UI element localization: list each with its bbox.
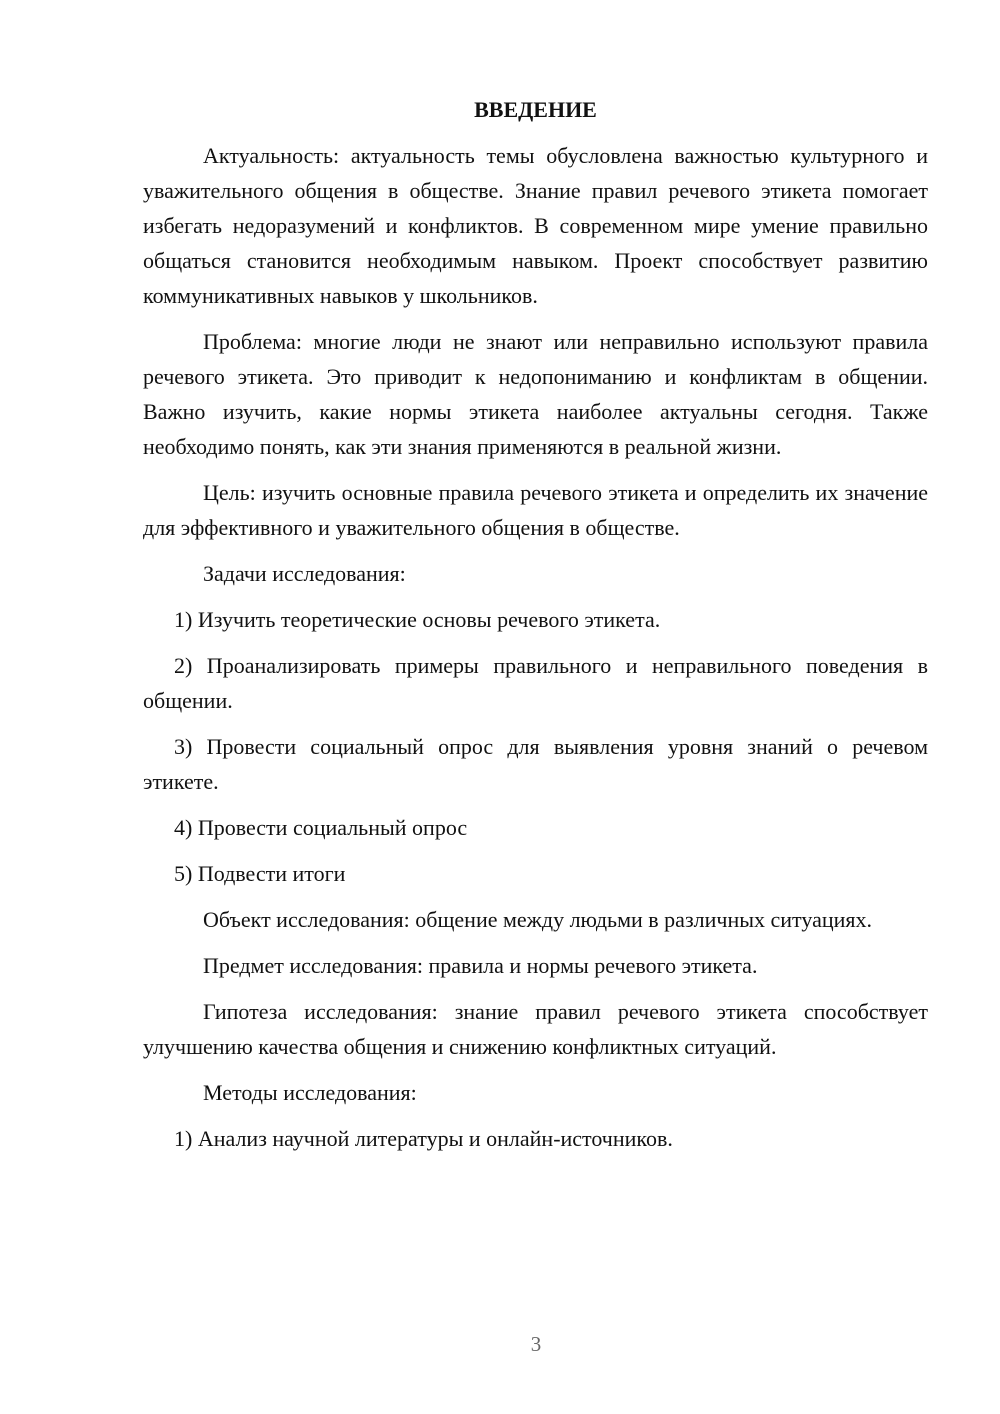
problem-paragraph: Проблема: многие люди не знают или неправильно используют правила речевого этикета. Это приводит к недопониманию и конфликтам в общении. Важно изучить, какие нормы этикета наиболее актуальны сегодня. Также необходимо понять, как эти знания применяются в реальной жизни. <box>143 329 928 459</box>
method-item: 1) Анализ научной литературы и онлайн-источников. <box>174 1126 673 1151</box>
task-item: 2) Проанализировать примеры правильного и неправильного поведения в общении. <box>143 653 928 713</box>
task-item: 5) Подвести итоги <box>174 861 346 886</box>
methods-heading: Методы исследования: <box>203 1080 417 1105</box>
section-title: ВВЕДЕНИЕ <box>474 97 597 122</box>
task-item: 4) Провести социальный опрос <box>174 815 468 840</box>
subject-paragraph: Предмет исследования: правила и нормы речевого этикета. <box>203 953 758 978</box>
relevance-paragraph: Актуальность: актуальность темы обусловлена важностью культурного и уважительного общения в обществе. Знание правил речевого этикета помогает избегать недоразумений и конфликтов. В современном мире умение правильно общаться становится необходимым навыком. Проект способствует развитию коммуникативных навыков у школьников. <box>143 143 928 308</box>
object-paragraph: Объект исследования: общение между людьми в различных ситуациях. <box>203 907 873 932</box>
goal-paragraph: Цель: изучить основные правила речевого этикета и определить их значение для эффективного и уважительного общения в обществе. <box>143 480 928 540</box>
task-item: 1) Изучить теоретические основы речевого этикета. <box>174 607 661 632</box>
hypothesis-paragraph: Гипотеза исследования: знание правил речевого этикета способствует улучшению качества общения и снижению конфликтных ситуаций. <box>143 999 928 1059</box>
task-item: 3) Провести социальный опрос для выявления уровня знаний о речевом этикете. <box>143 734 928 794</box>
tasks-heading: Задачи исследования: <box>203 561 406 586</box>
document-page <box>143 92 928 1167</box>
page-number: 3 <box>530 1332 542 1356</box>
